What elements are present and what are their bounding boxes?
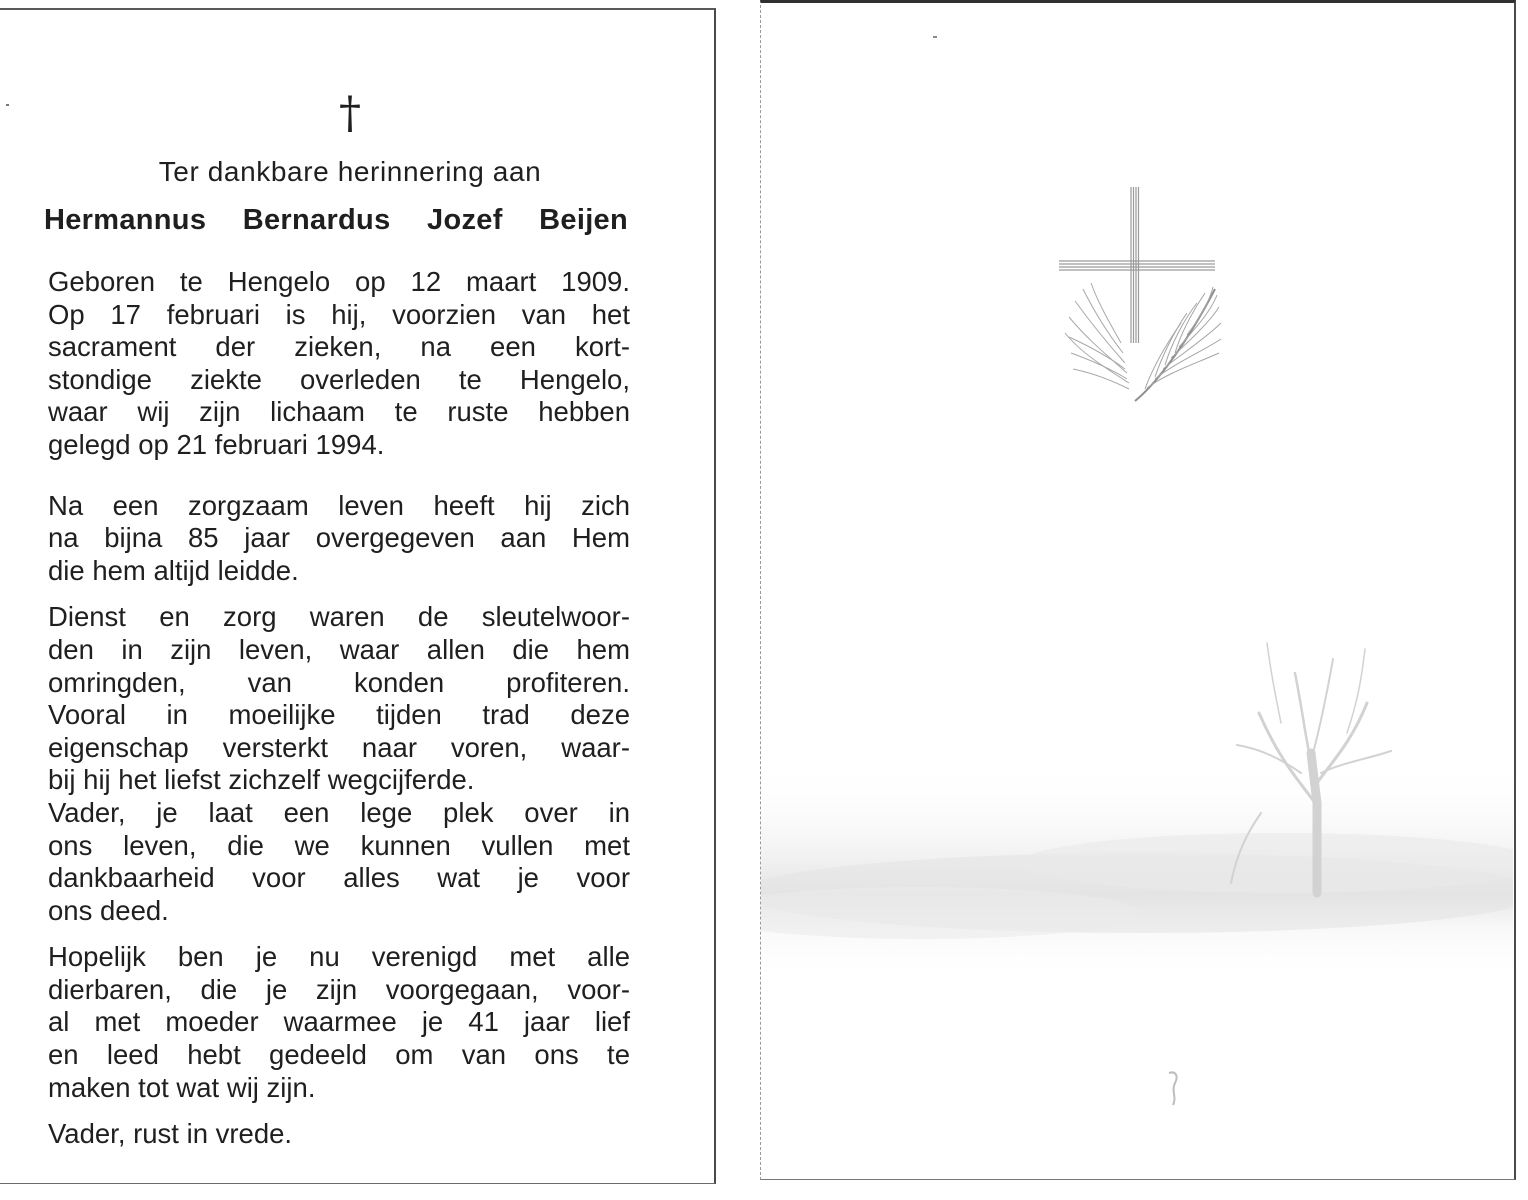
- paragraph-hope: [48, 941, 630, 1104]
- card-image-side: [760, 0, 1516, 1180]
- text-line: Op 17 februari is hij, voorzien van het: [48, 298, 630, 330]
- paragraph-life: [48, 490, 630, 588]
- cross-icon: †: [339, 88, 361, 139]
- text-line: Hopelijk ben je nu verenigd met alle: [48, 941, 630, 973]
- text-line: maken tot wat wij zijn.: [48, 1071, 316, 1103]
- text-line: stondige ziekte overleden te Hengelo,: [48, 363, 630, 395]
- text-line: na bijna 85 jaar overgegeven aan Hem: [48, 522, 630, 554]
- paragraph-birth-death: [48, 266, 630, 462]
- text-line: Dienst en zorg waren de sleutelwoor-: [48, 601, 630, 633]
- closing-line: Vader, rust in vrede.: [48, 1118, 293, 1150]
- cross-with-palm-branch-icon: [1057, 183, 1223, 407]
- paragraph-service: [48, 601, 630, 927]
- text-line: dankbaarheid voor alles wat je voor: [48, 862, 630, 894]
- obituary-text: [48, 266, 630, 1151]
- text-line: al met moeder waarmee je 41 jaar lief: [48, 1006, 630, 1038]
- card-text-side: [0, 8, 716, 1184]
- text-line: Na een zorgzaam leven heeft hij zich: [48, 489, 630, 521]
- text-line: den in zijn leven, waar allen die hem: [48, 633, 630, 665]
- text-line: waar wij zijn lichaam te ruste hebben: [48, 396, 630, 428]
- text-line: Vader, je laat een lege plek over in: [48, 796, 630, 828]
- text-line: bij hij het liefst zichzelf wegcijferde.: [48, 764, 475, 796]
- scan-smudge: [1165, 1069, 1185, 1109]
- text-line: ons leven, die we kunnen vullen met: [48, 829, 630, 861]
- text-line: Vooral in moeilijke tijden trad deze: [48, 699, 630, 731]
- text-line: gelegd op 21 februari 1994.: [48, 428, 385, 460]
- text-line: die hem altijd leidde.: [48, 554, 299, 586]
- scan-speck: [933, 36, 937, 38]
- text-line: en leed hebt gedeeld om van ons te: [48, 1039, 630, 1071]
- text-line: omringden, van konden profiteren.: [48, 666, 630, 698]
- text-line: eigenschap versterkt naar voren, waar-: [48, 731, 630, 763]
- text-line: dierbaren, die je zijn voorgegaan, voor-: [48, 973, 630, 1005]
- intro-line: Ter dankbare herinnering aan: [158, 156, 542, 187]
- text-line: Geboren te Hengelo op 12 maart 1909.: [48, 266, 630, 297]
- misty-landscape-image: [761, 563, 1513, 1123]
- text-line: ons deed.: [48, 894, 169, 926]
- text-line: sacrament der zieken, na een kort-: [48, 331, 630, 363]
- deceased-name: Hermannus Bernardus Jozef Beijen: [44, 204, 628, 236]
